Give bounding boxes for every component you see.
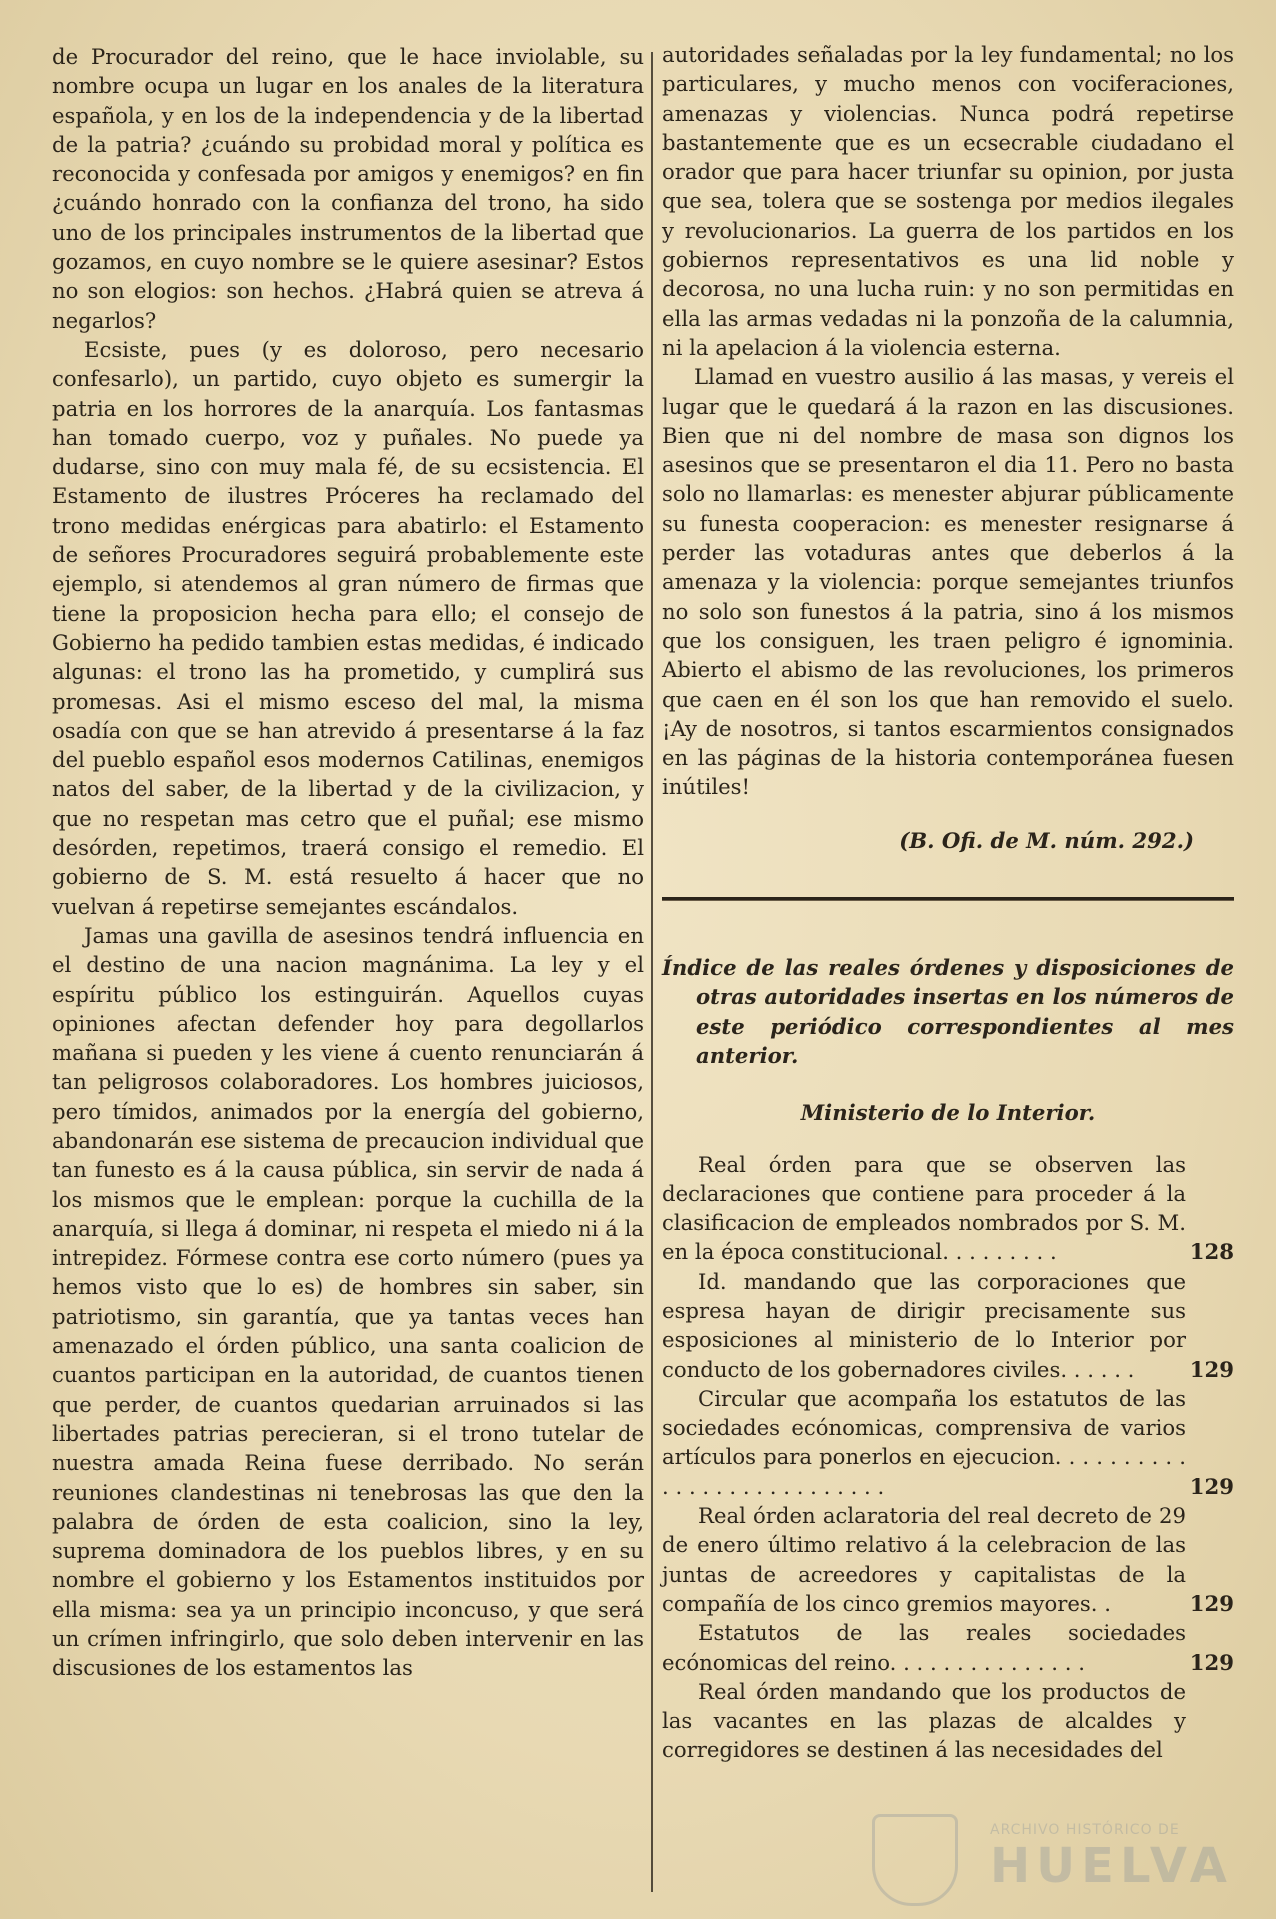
index-entry-text: Estatutos de las reales sociedades ecónomicas del reino. . . . . . . . . . . . . . . (662, 1620, 1186, 1675)
index-entry (662, 1384, 1234, 1501)
left-paragraph-3: Jamas una gavilla de asesinos tendrá influencia en el destino de una nacion magnánima. La ley y el espíritu público los estinguirán. Aquellos cuyas opiniones afectan defender hoy para degollarlos mañana si pueden y les viene á cuento renunciarán á tan peligrosos colaboradores. Los hombres juiciosos, pero tímidos, animados por la energía del gobierno, abandonarán ese sistema de precaucion individual que tan funesto es á la causa pública, sin servir de nada á los mismos que le emplean: porque la cuchilla de la anarquía, si llega á dominar, ni respeta el miedo ni á la intrepidez. Fórmese contra ese corto número (pues ya hemos visto que lo es) de hombres sin saber, sin patriotismo, sin garantía, que ya tantas veces han amenazado el órden público, una santa coalicion de cuantos participan en la autoridad, de cuantos tienen que perder, de cuantos quedarian arruinados si las libertades patrias perecieran, si el trono tutelar de nuestra amada Reina fuese derribado. No serán reuniones clandestinas ni tenebrosas las que den la palabra de órden de esta coalicion, sino la ley, suprema dominadora de los pueblos libres, y en su nombre el gobierno y los Estamentos instituidos por ella misma: sea ya un principio inconcuso, y que será un crímen infringirlo, que solo deben intervenir en las discusiones de los estamentos las (52, 922, 644, 1681)
index-entry-text: Circular que acompaña los estatutos de las sociedades ecónomicas, comprensiva de varios artículos para ponerlos en ejecucion. . . . . . . . . . . . . . . . . . . . . . . . . . . (662, 1385, 1186, 1499)
index-entry (662, 1267, 1234, 1384)
left-paragraph-1: de Procurador del reino, que le hace inviolable, su nombre ocupa un lugar en los anales de la literatura española, y en los de la independencia y de la libertad de la patria? ¿cuándo su probidad moral y política es reconocida y confesada por amigos y enemigos? en fin ¿cuándo honrado con la confianza del trono, ha sido uno de los principales instrumentos de la libertad que gozamos, en cuyo nombre se le quiere asesinar? Estos no son elogios: son hechos. ¿Habrá quien se atreva á negarlos? (52, 44, 644, 333)
left-paragraph-2: Ecsiste, pues (y es doloroso, pero necesario confesarlo), un partido, cuyo objeto es sumergir la patria en los horrores de la anarquía. Los fantasmas han tomado cuerpo, voz y puñales. No puede ya dudarse, sino con muy mala fé, de su ecsistencia. El Estamento de ilustres Próceres ha reclamado del trono medidas enérgicas para abatirlo: el Estamento de señores Procuradores seguirá probablemente este ejemplo, si atendemos al gran número de firmas que tiene la proposicion hecha para ello; el consejo de Gobierno ha pedido tambien estas medidas, é indicado algunas: el trono las ha prometido, y cumplirá sus promesas. Asi el mismo esceso del mal, la misma osadía con que se han atrevido á presentarse á la faz del pueblo español esos modernos Catilinas, enemigos natos del saber, de la libertad y de la civilizacion, y que no respetan mas cetro que el puñal; ese mismo desórden, repetimos, traerá consigo el remedio. El gobierno de S. M. está resuelto á hacer que no vuelvan á repetirse semejantes escándalos. (52, 336, 644, 919)
right-column (662, 40, 1234, 1765)
column-divider (651, 52, 653, 1892)
index-entry (662, 1501, 1234, 1618)
index-entry (662, 1618, 1234, 1677)
index-entry (662, 1150, 1234, 1267)
watermark-caption: ARCHIVO HISTÓRICO DE (990, 1822, 1180, 1838)
index-entry-text: Real órden aclaratoria del real decreto de 29 de enero último relativo á la celebracion de las juntas de acreedores y capitalistas de la compañía de los cinco gremios mayores. . (662, 1503, 1186, 1616)
index-entry-text: Real órden mandando que los productos de las vacantes en las plazas de alcaldes y corregidores se destinen á las necesidades del (662, 1678, 1186, 1763)
archive-watermark (872, 1814, 1233, 1904)
index-entry-page: 129 (1189, 1649, 1234, 1675)
index-entry-text: Real órden para que se observen las declaraciones que contiene para proceder á la clasificacion de empleados nombrados por S. M. en la época constitucional. . . . . . . . . (662, 1151, 1186, 1265)
section-rule (662, 897, 1234, 901)
index-entry-page: 129 (1189, 1473, 1234, 1499)
index-entry-page: 129 (1189, 1356, 1234, 1382)
index-entry-page: 128 (1189, 1239, 1234, 1265)
index-entry-text: Id. mandando que las corporaciones que espresa hayan de dirigir precisamente sus esposiciones al ministerio de lo Interior por conducto de los gobernadores civiles. . . . . . (662, 1268, 1186, 1382)
watermark-name: HUELVA (990, 1838, 1233, 1894)
source-citation: (B. Ofi. de M. núm. 292.) (899, 827, 1194, 853)
archive-seal-icon (872, 1814, 958, 1906)
right-paragraph-1: autoridades señaladas por la ley fundamental; no los particulares, y mucho menos con vociferaciones, amenazas y violencias. Nunca podrá repetirse bastantemente que es un ecsecrable ciudadano el orador que para hacer triunfar su opinion, por justa que sea, tolera que se sostenga por medios ilegales y revolucionarios. La guerra de los partidos en los gobiernos representativos es una lid noble y decorosa, no una lucha ruin: y no son permitidas en ella las armas vedadas ni la ponzoña de la calumnia, ni la apelacion á la violencia esterna. (662, 42, 1234, 360)
left-column (52, 42, 644, 1683)
ministry-heading: Ministerio de lo Interior. (800, 1100, 1096, 1126)
index-entry (662, 1677, 1234, 1765)
index-title: Índice de las reales órdenes y disposiciones de otras autoridades insertas en los números de este periódico correspondientes al mes anterior. (662, 955, 1234, 1068)
index-entry-page: 129 (1189, 1590, 1234, 1616)
right-paragraph-2: Llamad en vuestro ausilio á las masas, y vereis el lugar que le quedará á la razon en las discusiones. Bien que ni del nombre de masa son dignos los asesinos que se presentaron el dia 11. Pero no basta solo no llamarlas: es menester abjurar públicamente su funesta cooperacion: es menester resignarse á perder las votaduras antes que deberlos á la amenaza y la violencia: porque semejantes triunfos no solo son funestos á la patria, sino á los mismos que los consiguen, les traen peligro é ignominia. Abierto el abismo de las revoluciones, los primeros que caen en él son los que han removido el suelo. ¡Ay de nosotros, si tantos escarmientos consignados en las páginas de la historia contemporánea fuesen inútiles! (662, 364, 1234, 800)
